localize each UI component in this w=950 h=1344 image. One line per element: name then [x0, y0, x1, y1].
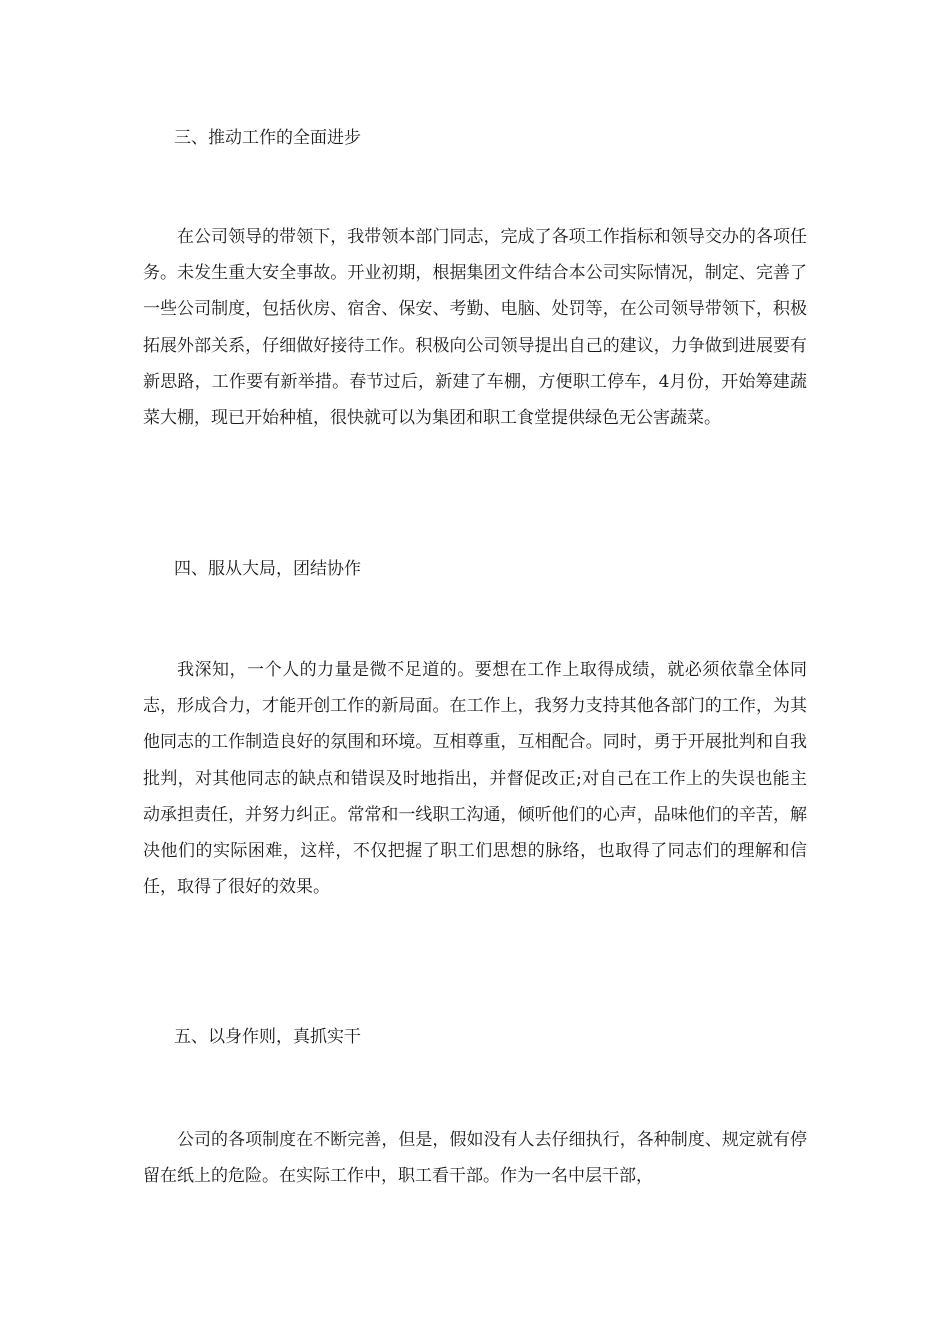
section-paragraph-3: 在公司领导的带领下，我带领本部门同志，完成了各项工作指标和领导交办的各项任务。未发生重大安全事故。开业初期，根据集团文件结合本公司实际情况，制定、完善了一些公司制度，包括伙房、宿舍、保安、考勤、电脑、处罚等，在公司领导带领下，积极拓展外部关系，仔细做好接待工作。积极向公司领导提出自己的建议，力争做到进展要有新思路，工作要有新举措。春节过后，新建了车棚，方便职工停车，4月份，开始筹建蔬菜大棚，现已开始种植，很快就可以为集团和职工食堂提供绿色无公害蔬菜。	[143, 227, 807, 429]
section-heading-5: 五、以身作则，真抓实干	[174, 1027, 361, 1047]
section-paragraph-4: 我深知，一个人的力量是微不足道的。要想在工作上取得成绩，就必须依靠全体同志，形成合力，才能开创工作的新局面。在工作上，我努力支持其他各部门的工作，为其他同志的工作制造良好的氛围和环境。互相尊重，互相配合。同时，勇于开展批判和自我批判，对其他同志的缺点和错误及时地指出，并督促改正;对自己在工作上的失误也能主动承担责任，并努力纠正。常常和一线职工沟通，倾听他们的心声，品味他们的辛苦，解决他们的实际困难，这样，不仅把握了职工们思想的脉络，也取得了同志们的理解和信任，取得了很好的效果。	[143, 660, 807, 898]
section-heading-4: 四、服从大局，团结协作	[174, 559, 361, 579]
section-heading-3: 三、推动工作的全面进步	[174, 128, 361, 148]
section-paragraph-5: 公司的各项制度在不断完善，但是，假如没有人去仔细执行，各种制度、规定就有停留在纸上的危险。在实际工作中，职工看干部。作为一名中层干部，	[143, 1130, 807, 1187]
